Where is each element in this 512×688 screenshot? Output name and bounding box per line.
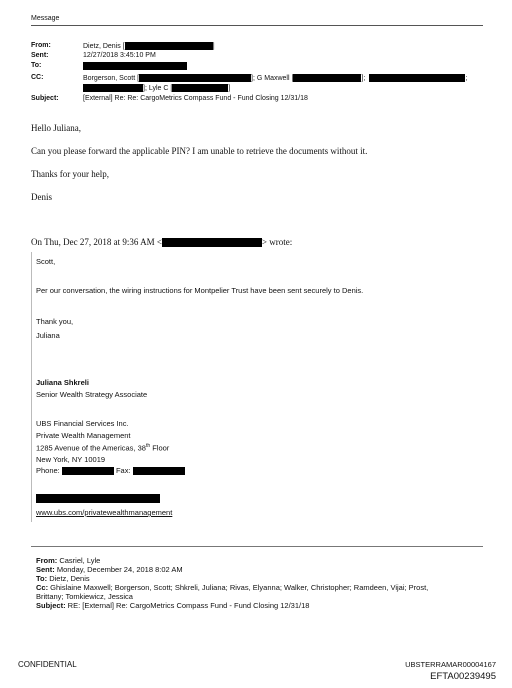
header-divider xyxy=(31,25,483,26)
signature-address1: 1285 Avenue of the Americas, 38th Floor xyxy=(36,443,170,453)
redaction xyxy=(133,467,185,475)
redaction xyxy=(83,62,187,70)
subject-label: Subject: xyxy=(31,95,59,102)
request-text: Can you please forward the applicable PIN? I am unable to retrieve the documents without it. xyxy=(31,146,368,156)
redaction xyxy=(125,42,213,50)
signature-company: UBS Financial Services Inc. xyxy=(36,419,129,428)
earlier-to: To: Dietz, Denis xyxy=(36,574,90,583)
ubs-website-link[interactable]: www.ubs.com/privatewealthmanagement xyxy=(36,508,173,517)
earlier-subject: Subject: RE: [External] Re: CargoMetrics Compass Fund - Fund Closing 12/31/18 xyxy=(36,601,310,610)
signature-division: Private Wealth Management xyxy=(36,431,131,440)
earlier-cc-cont: Brittany; Tomkiewicz, Jessica xyxy=(36,592,133,601)
quote-name: Juliana xyxy=(36,331,60,340)
redaction xyxy=(293,74,361,82)
efta-number: EFTA00239495 xyxy=(430,671,496,682)
redaction xyxy=(83,84,143,92)
thanks-text: Thanks for your help, xyxy=(31,169,109,179)
redaction xyxy=(172,84,228,92)
signature-address2: New York, NY 10019 xyxy=(36,455,106,464)
cc-label: CC: xyxy=(31,74,44,81)
quote-bar xyxy=(31,252,32,522)
redaction xyxy=(62,467,114,475)
quote-intro: On Thu, Dec 27, 2018 at 9:36 AM < > wrote: xyxy=(31,237,293,247)
sent-label: Sent: xyxy=(31,52,49,59)
redaction xyxy=(36,494,160,503)
to-value xyxy=(83,62,187,70)
cc-value-line2: ]; Lyle C [ ] xyxy=(83,84,230,92)
sent-value: 12/27/2018 3:45:10 PM xyxy=(83,52,156,59)
signature-phone-fax: Phone: Fax: xyxy=(36,466,185,475)
from-value: Dietz, Denis [ ] xyxy=(83,42,215,50)
signature-title: Senior Wealth Strategy Associate xyxy=(36,390,148,399)
redaction xyxy=(369,74,465,82)
quote-salutation: Scott, xyxy=(36,257,56,266)
greeting: Hello Juliana, xyxy=(31,123,81,133)
message-tab-label: Message xyxy=(31,15,60,22)
redaction xyxy=(162,238,262,247)
subject-value: [External] Re: Re: CargoMetrics Compass Fund - Fund Closing 12/31/18 xyxy=(83,95,308,102)
from-label: From: xyxy=(31,42,51,49)
bates-number: UBSTERRAMAR00004167 xyxy=(405,660,496,669)
redaction xyxy=(139,74,251,82)
to-label: To: xyxy=(31,62,42,69)
earlier-cc: Cc: Ghislaine Maxwell; Borgerson, Scott; Shkreli, Juliana; Rivas, Elyanna; Walker, Christopher; Ramdeen, Vijai; Prost, xyxy=(36,583,429,592)
signoff: Denis xyxy=(31,192,52,202)
earlier-from: From: Casriel, Lyle xyxy=(36,556,101,565)
signature-name: Juliana Shkreli xyxy=(36,378,89,387)
cc-value-line1: Borgerson, Scott [ ]; G Maxwell [ ]; ; xyxy=(83,74,468,82)
earlier-divider xyxy=(31,546,483,547)
confidential-label: CONFIDENTIAL xyxy=(18,660,77,669)
quote-text: Per our conversation, the wiring instructions for Montpelier Trust have been sent securely to Denis. xyxy=(36,286,364,295)
quote-thank-you: Thank you, xyxy=(36,317,74,326)
earlier-sent: Sent: Monday, December 24, 2018 8:02 AM xyxy=(36,565,183,574)
